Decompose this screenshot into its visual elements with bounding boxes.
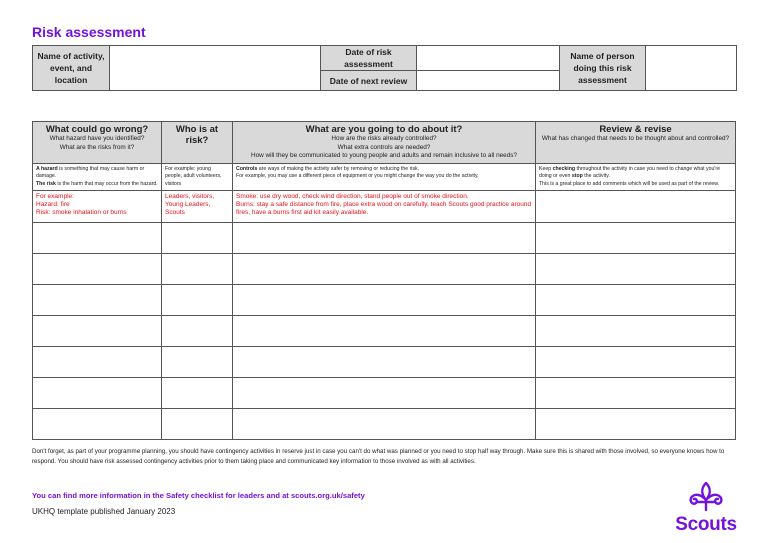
table-cell[interactable] [233, 285, 536, 316]
date-field[interactable] [417, 46, 560, 71]
column-subtitle: What extra controls are needed? [337, 143, 431, 151]
guidance-row [33, 163, 736, 190]
column-subtitle: What has changed that needs to be thought about and controlled? [541, 135, 730, 142]
table-row [33, 378, 736, 409]
column-subtitle: How are the risks already controlled? [331, 135, 437, 142]
fleur-de-lis-icon [688, 481, 724, 513]
table-row [33, 316, 736, 347]
guidance-text: is the harm that may occur from the hazard. [55, 180, 158, 187]
page-title: Risk assessment [32, 24, 146, 40]
guidance-text: are ways of making the activity safer by removing or reducing the risk. [257, 165, 420, 172]
table-cell[interactable] [33, 285, 162, 316]
guidance-text: the activity. [582, 173, 610, 180]
guidance-term: stop [571, 173, 583, 180]
table-cell[interactable] [233, 409, 536, 440]
example-text: Hazard: fire [36, 201, 70, 209]
logo-wordmark: Scouts [675, 514, 737, 535]
example-text: Risk: smoke inhalation or burns [36, 209, 127, 217]
table-cell[interactable] [162, 347, 233, 378]
table-cell[interactable] [33, 254, 162, 285]
example-text: For example: [36, 193, 74, 200]
table-row [33, 223, 736, 254]
contingency-note: Don't forget, as part of your programme planning, you should have contingency activities in reserve just in case you can't do what was planned or you need to stop half way through. Make sure this is shared with those involved, so everyone knows how to respond. You should have risk assessed contingency activities prior to them taking place and communicated key information to those involved as with all activities. [32, 448, 725, 465]
published-date: UKHQ template published January 2023 [32, 507, 176, 516]
guidance-term: The risk [36, 180, 56, 187]
table-cell[interactable] [233, 316, 536, 347]
example-review-cell[interactable] [536, 191, 736, 223]
table-row [33, 347, 736, 378]
person-label: Name of person doing this risk assessment [560, 46, 646, 91]
guidance-term: checking [552, 165, 576, 172]
risk-table [32, 121, 736, 440]
guidance-term: A hazard [36, 165, 58, 172]
column-headers [33, 122, 736, 164]
table-cell[interactable] [33, 409, 162, 440]
column-subtitle: How will they be communicated to young people and adults and remain inclusive to all needs? [250, 152, 518, 160]
table-cell[interactable] [33, 316, 162, 347]
table-row [33, 254, 736, 285]
example-text: Burns: stay a safe distance from fire, place extra wood on carefully, teach Scouts good practice around fires, have a burns first aid kit easily available. [236, 201, 532, 217]
next-review-label: Date of next review [321, 71, 417, 91]
column-header-what-could-go-wrong [33, 122, 162, 164]
table-cell[interactable] [162, 223, 233, 254]
example-controls-cell[interactable] [233, 191, 536, 223]
table-cell[interactable] [162, 316, 233, 347]
guidance-text: This is a great place to add comments which will be used as part of the review. [539, 180, 720, 187]
column-title: What could go wrong? [45, 124, 149, 135]
table-row [33, 409, 736, 440]
table-cell[interactable] [536, 378, 736, 409]
more-info-link-text: You can find more information in the Safety checklist for leaders and at scouts.org.uk/safety [32, 491, 365, 500]
column-header-review-revise [536, 122, 736, 164]
table-cell[interactable] [33, 223, 162, 254]
column-subtitle: What hazard have you identified? [49, 135, 145, 142]
guidance-text: throughout the activity in case you need to change what you're doing or even [539, 165, 720, 180]
example-hazard-cell[interactable] [33, 191, 162, 223]
table-row [33, 285, 736, 316]
column-header-who-is-at-risk [162, 122, 233, 164]
table-cell[interactable] [233, 347, 536, 378]
scouts-logo [666, 481, 746, 539]
table-cell[interactable] [536, 285, 736, 316]
activity-name-label: Name of activity, event, and location [33, 46, 110, 91]
table-cell[interactable] [33, 347, 162, 378]
example-who-cell[interactable]: Leaders, visitors, Young Leaders, Scouts [162, 191, 233, 223]
table-cell[interactable] [536, 347, 736, 378]
guidance-text: For example, you may use a different piece of equipment or you might change the way you do the activity. [236, 173, 479, 180]
table-cell[interactable] [536, 254, 736, 285]
date-label: Date of risk assessment [321, 46, 417, 71]
column-subtitle: What are the risks from it? [59, 143, 135, 151]
column-title: What are you going to do about it? [305, 124, 463, 135]
person-field[interactable] [646, 46, 737, 91]
table-cell[interactable] [536, 316, 736, 347]
example-row [33, 191, 736, 223]
column-header-what-to-do [233, 122, 536, 164]
table-cell[interactable] [162, 409, 233, 440]
table-cell[interactable] [162, 378, 233, 409]
table-cell[interactable] [233, 378, 536, 409]
table-cell[interactable] [33, 378, 162, 409]
example-text: Smoke: use dry wood, check wind direction, stand people out of smoke direction. [236, 193, 469, 200]
column-title: Who is at risk? [175, 124, 219, 146]
table-cell[interactable] [536, 223, 736, 254]
guidance-text: Keep [539, 165, 553, 172]
column-title: Review & revise [599, 124, 672, 135]
table-cell[interactable] [162, 285, 233, 316]
table-cell[interactable] [536, 409, 736, 440]
assessment-details-table [32, 45, 737, 91]
guidance-review-cell [536, 163, 736, 190]
activity-name-field[interactable] [110, 46, 321, 91]
guidance-term: Controls [236, 165, 258, 172]
table-cell[interactable] [162, 254, 233, 285]
guidance-controls-cell [233, 163, 536, 190]
guidance-hazard-cell [33, 163, 162, 190]
guidance-text: is something that may cause harm or damage. [36, 165, 145, 180]
next-review-field[interactable] [417, 71, 560, 91]
guidance-who-cell: For example: young people, adult volunteers, visitors [162, 163, 233, 190]
table-cell[interactable] [233, 254, 536, 285]
table-cell[interactable] [233, 223, 536, 254]
